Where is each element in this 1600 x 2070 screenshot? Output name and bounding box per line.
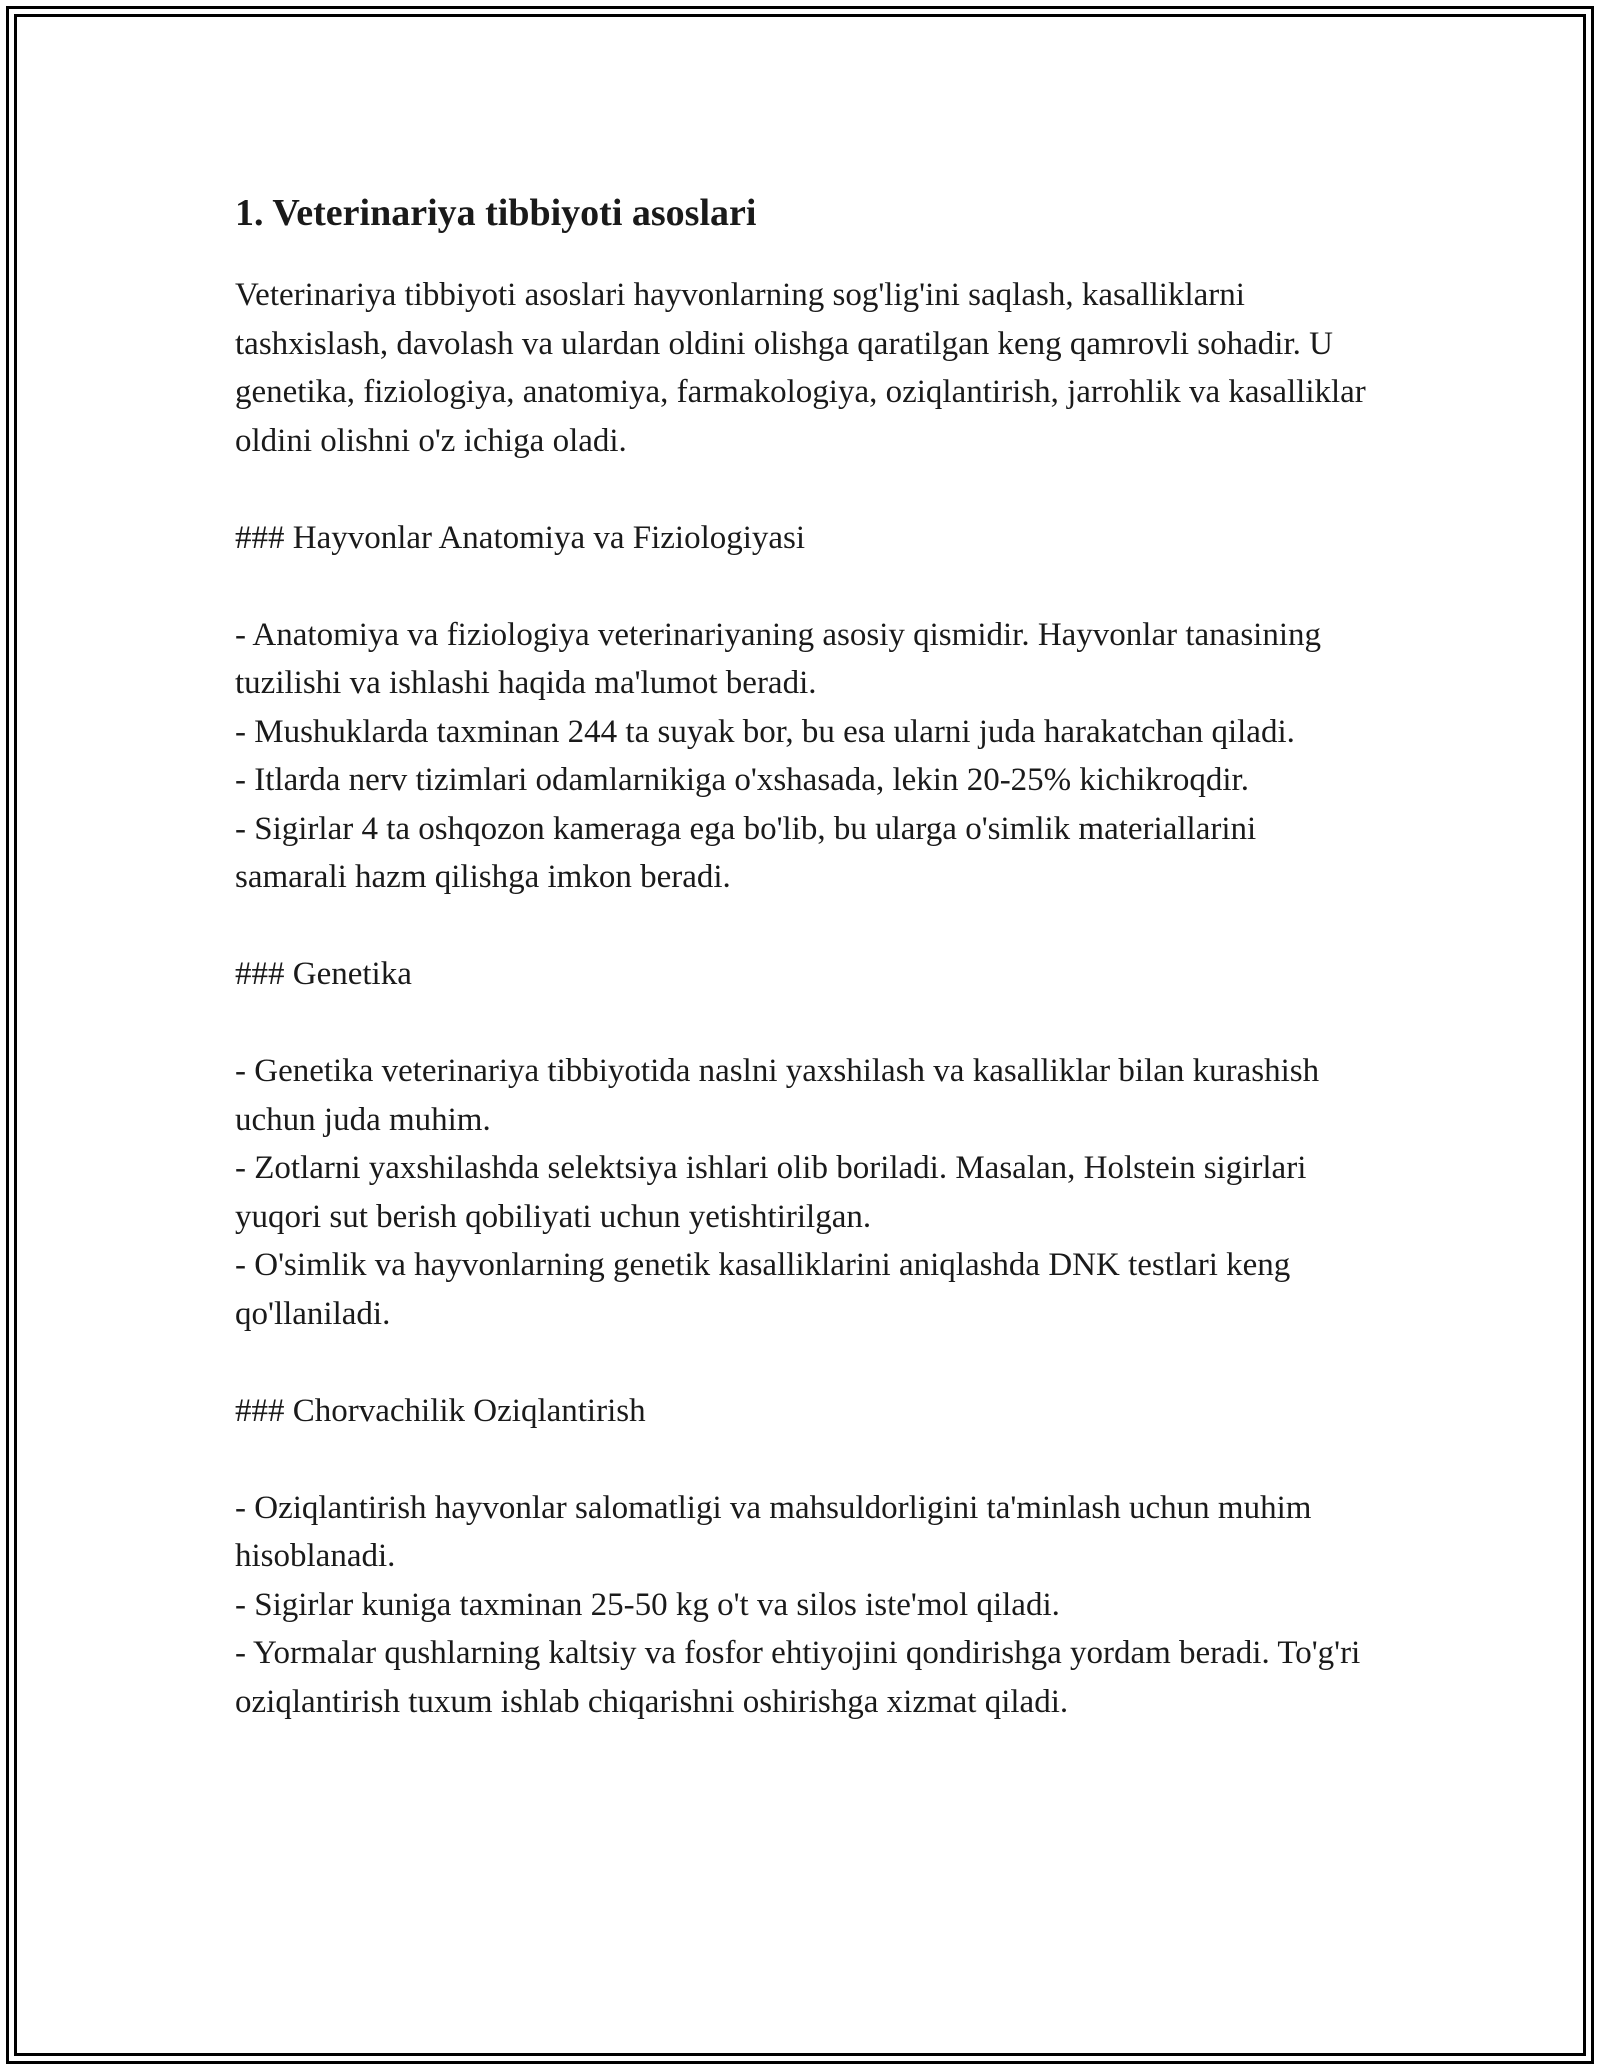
spacer: [235, 999, 1375, 1048]
section-genetics: [235, 950, 1375, 1338]
spacer: [235, 1338, 1375, 1387]
section-heading: ### Chorvachilik Oziqlantirish: [235, 1392, 646, 1429]
list-item: - Zotlarni yaxshilashda selektsiya ishlari olib boriladi. Masalan, Holstein sigirlari yuqori sut berish qobiliyati uchun yetishtirilgan.: [235, 1150, 1307, 1235]
list-item: - Yormalar qushlarning kaltsiy va fosfor ehtiyojini qondirishga yordam beradi. To'g'ri oziqlantirish tuxum ishlab chiqarishni oshirishga xizmat qiladi.: [235, 1635, 1361, 1720]
spacer: [235, 465, 1375, 514]
list-item: - Itlarda nerv tizimlari odamlarnikiga o'xshasada, lekin 20-25% kichikroqdir.: [235, 762, 1249, 798]
document-body: [235, 185, 1375, 1726]
list-item: - Mushuklarda taxminan 244 ta suyak bor, bu esa ularni juda harakatchan qiladi.: [235, 713, 1295, 750]
list-item: - Genetika veterinariya tibbiyotida naslni yaxshilash va kasalliklar bilan kurashish uchun juda muhim.: [235, 1053, 1320, 1138]
list-item: - Oziqlantirish hayvonlar salomatligi va mahsuldorligini ta'minlash uchun muhim hisoblanadi.: [235, 1489, 1312, 1574]
section-anatomy: [235, 514, 1375, 902]
section-nutrition: [235, 1387, 1375, 1727]
spacer: [235, 1435, 1375, 1484]
document-title: 1. Veterinariya tibbiyoti asoslari: [235, 192, 757, 234]
list-item: - O'simlik va hayvonlarning genetik kasalliklarini aniqlashda DNK testlari keng qo'llaniladi.: [235, 1247, 1291, 1332]
section-heading: ### Hayvonlar Anatomiya va Fiziologiyasi: [235, 519, 806, 556]
list-item: - Sigirlar 4 ta oshqozon kameraga ega bo'lib, bu ularga o'simlik materiallarini samarali hazm qilishga imkon beradi.: [235, 810, 1257, 895]
section-heading: ### Genetika: [235, 956, 412, 992]
intro-paragraph: Veterinariya tibbiyoti asoslari hayvonlarning sog'lig'ini saqlash, kasalliklarni tashxislash, davolash va ulardan oldini olishga qaratilgan keng qamrovli sohadir. U genetika, fiziologiya, anatomiya, farmakologiya, oziqlantirish, jarrohlik va kasalliklar oldini olishni o'z ichiga oladi.: [235, 277, 1366, 459]
list-item: - Anatomiya va fiziologiya veterinariyaning asosiy qismidir. Hayvonlar tanasining tuzilishi va ishlashi haqida ma'lumot beradi.: [235, 616, 1322, 701]
spacer: [235, 562, 1375, 611]
spacer: [235, 902, 1375, 951]
list-item: - Sigirlar kuniga taxminan 25-50 kg o't va silos iste'mol qiladi.: [235, 1586, 1060, 1623]
